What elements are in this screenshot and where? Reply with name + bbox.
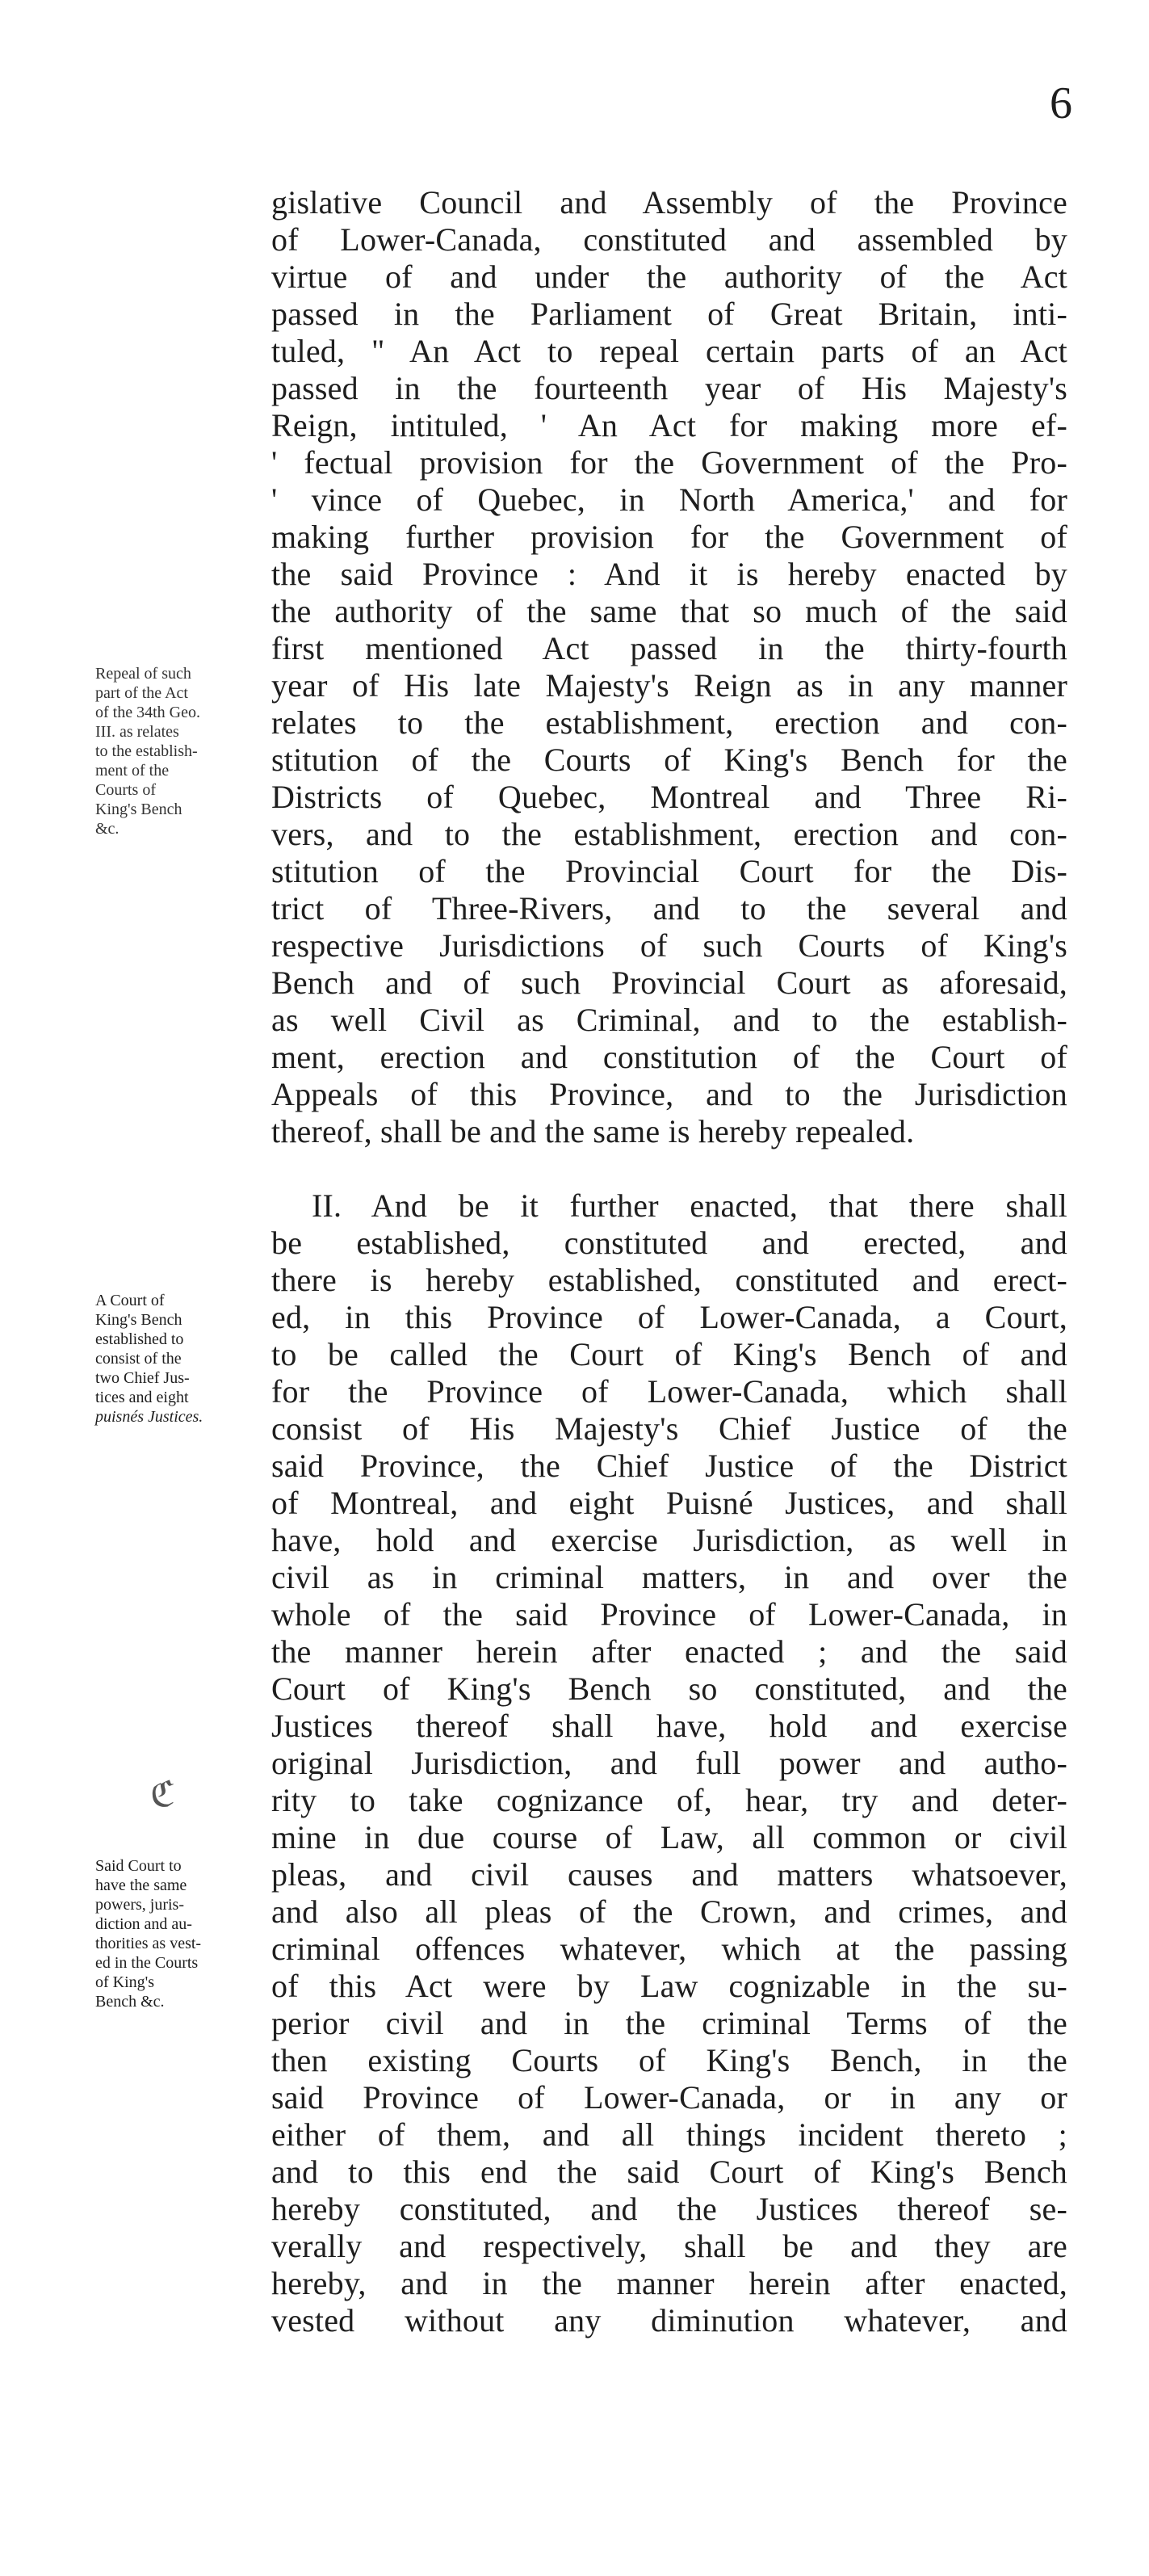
text-line: verally and respectively, shall be and they are (271, 2228, 1067, 2264)
text-line: stitution of the Courts of King's Bench for the (271, 742, 1067, 778)
text-line: gislative Council and Assembly of the Province (271, 184, 1067, 221)
text-line: first mentioned Act passed in the thirty-fourth (271, 630, 1067, 666)
marginal-note-line: tices and eight (95, 1389, 189, 1406)
marginal-note-repeal (95, 664, 265, 838)
text-line: ' fectual provision for the Government of the Pro- (271, 444, 1067, 481)
marginal-note-court-established (95, 1291, 265, 1427)
text-line: as well Civil as Criminal, and to the establish- (271, 1002, 1067, 1038)
paragraph-section-ii (271, 1187, 1067, 2339)
marginal-note-line: Courts of (95, 781, 156, 799)
marginal-note-line: ed in the Courts (95, 1954, 199, 1972)
marginal-note-line: consist of the (95, 1350, 182, 1368)
page-number: 6 (1050, 78, 1072, 128)
text-line: making further provision for the Government of (271, 519, 1067, 555)
marginal-note-line: King's Bench (95, 801, 182, 818)
text-line: of Lower-Canada, constituted and assembled by (271, 221, 1067, 258)
marginal-note-line: A Court of (95, 1292, 165, 1309)
text-line: Appeals of this Province, and to the Jurisdiction (271, 1076, 1067, 1112)
text-line: there is hereby established, constituted and erect- (271, 1262, 1067, 1298)
text-line: tuled, " An Act to repeal certain parts of an Act (271, 333, 1067, 369)
text-line: year of His late Majesty's Reign as in any manner (271, 667, 1067, 704)
marginal-note-line: thorities as vest- (95, 1935, 202, 1952)
text-line: relates to the establishment, erection and con- (271, 704, 1067, 741)
marginal-note-line: &c. (95, 820, 120, 838)
text-line: consist of His Majesty's Chief Justice of the (271, 1410, 1067, 1447)
text-line: passed in the Parliament of Great Britain, inti- (271, 296, 1067, 332)
marginal-note-line: Bench &c. (95, 1993, 165, 2011)
text-line: and also all pleas of the Crown, and crimes, and (271, 1893, 1067, 1930)
text-line: hereby, and in the manner herein after enacted, (271, 2265, 1067, 2301)
text-line: hereby constituted, and the Justices thereof se- (271, 2191, 1067, 2227)
marginal-note-line: III. as relates (95, 723, 179, 741)
main-text-column (271, 184, 1067, 2339)
text-line: virtue of and under the authority of the Act (271, 258, 1067, 295)
printer-ornament: ℭ (150, 1775, 175, 1814)
text-line: and to this end the said Court of King's Bench (271, 2154, 1067, 2190)
text-line: said Province, the Chief Justice of the District (271, 1448, 1067, 1484)
text-line: to be called the Court of King's Bench of and (271, 1336, 1067, 1372)
text-line: said Province of Lower-Canada, or in any or (271, 2079, 1067, 2116)
marginal-note-line: established to (95, 1330, 184, 1348)
text-line: Court of King's Bench so constituted, and the (271, 1670, 1067, 1707)
text-line: the said Province : And it is hereby enacted by (271, 556, 1067, 592)
text-line: then existing Courts of King's Bench, in the (271, 2042, 1067, 2078)
marginal-note-line: have the same (95, 1876, 187, 1894)
marginal-note-line: to the establish- (95, 742, 198, 760)
marginal-note-line: diction and au- (95, 1915, 192, 1933)
marginal-note-line: two Chief Jus- (95, 1369, 190, 1387)
marginal-note-line: powers, juris- (95, 1896, 184, 1914)
text-line: vested without any diminution whatever, and (271, 2302, 1067, 2339)
text-line: rity to take cognizance of, hear, try and deter- (271, 1782, 1067, 1818)
text-line: be established, constituted and erected, and (271, 1225, 1067, 1261)
text-line: Justices thereof shall have, hold and exercise (271, 1708, 1067, 1744)
text-line: the manner herein after enacted ; and the said (271, 1633, 1067, 1670)
text-line: pleas, and civil causes and matters whatsoever, (271, 1856, 1067, 1893)
text-line: ed, in this Province of Lower-Canada, a Court, (271, 1299, 1067, 1335)
marginal-note-line: puisnés Justices. (95, 1408, 203, 1426)
text-line: respective Jurisdictions of such Courts of King's (271, 927, 1067, 964)
text-line: of this Act were by Law cognizable in the su- (271, 1968, 1067, 2004)
marginal-note-line: Repeal of such (95, 665, 191, 683)
marginal-note-line: King's Bench (95, 1311, 182, 1329)
text-line: whole of the said Province of Lower-Canada, in (271, 1596, 1067, 1633)
text-line: Districts of Quebec, Montreal and Three Ri- (271, 779, 1067, 815)
text-line: ' vince of Quebec, in North America,' and for (271, 481, 1067, 518)
text-line: either of them, and all things incident thereto ; (271, 2116, 1067, 2153)
text-line: thereof, shall be and the same is hereby repealed. (271, 1113, 915, 1149)
marginal-note-court-powers (95, 1856, 265, 2011)
marginal-note-line: part of the Act (95, 684, 188, 702)
text-line: ment, erection and constitution of the Court of (271, 1039, 1067, 1075)
text-line: civil as in criminal matters, in and over the (271, 1559, 1067, 1595)
paragraph-spacer (271, 1150, 1067, 1187)
text-line: have, hold and exercise Jurisdiction, as well in (271, 1522, 1067, 1558)
text-line: stitution of the Provincial Court for the Dis- (271, 853, 1067, 889)
text-line: II. And be it further enacted, that there shall (312, 1187, 1067, 1224)
text-line: vers, and to the establishment, erection and con- (271, 816, 1067, 852)
marginal-note-line: of the 34th Geo. (95, 704, 200, 721)
text-line: perior civil and in the criminal Terms of the (271, 2005, 1067, 2041)
marginal-note-line: ment of the (95, 762, 170, 780)
marginal-note-line: Said Court to (95, 1857, 182, 1875)
text-line: criminal offences whatever, which at the passing (271, 1931, 1067, 1967)
text-line: Reign, intituled, ' An Act for making more ef- (271, 407, 1067, 443)
text-line: Bench and of such Provincial Court as aforesaid, (271, 964, 1067, 1001)
text-line: of Montreal, and eight Puisné Justices, and shall (271, 1485, 1067, 1521)
text-line: original Jurisdiction, and full power and autho- (271, 1745, 1067, 1781)
paragraph-repeal (271, 184, 1067, 1150)
text-line: mine in due course of Law, all common or civil (271, 1819, 1067, 1855)
text-line: the authority of the same that so much of the said (271, 593, 1067, 629)
text-line: trict of Three-Rivers, and to the several and (271, 890, 1067, 927)
marginal-note-line: of King's (95, 1973, 155, 1991)
text-line: for the Province of Lower-Canada, which shall (271, 1373, 1067, 1410)
text-line: passed in the fourteenth year of His Majesty's (271, 370, 1067, 406)
